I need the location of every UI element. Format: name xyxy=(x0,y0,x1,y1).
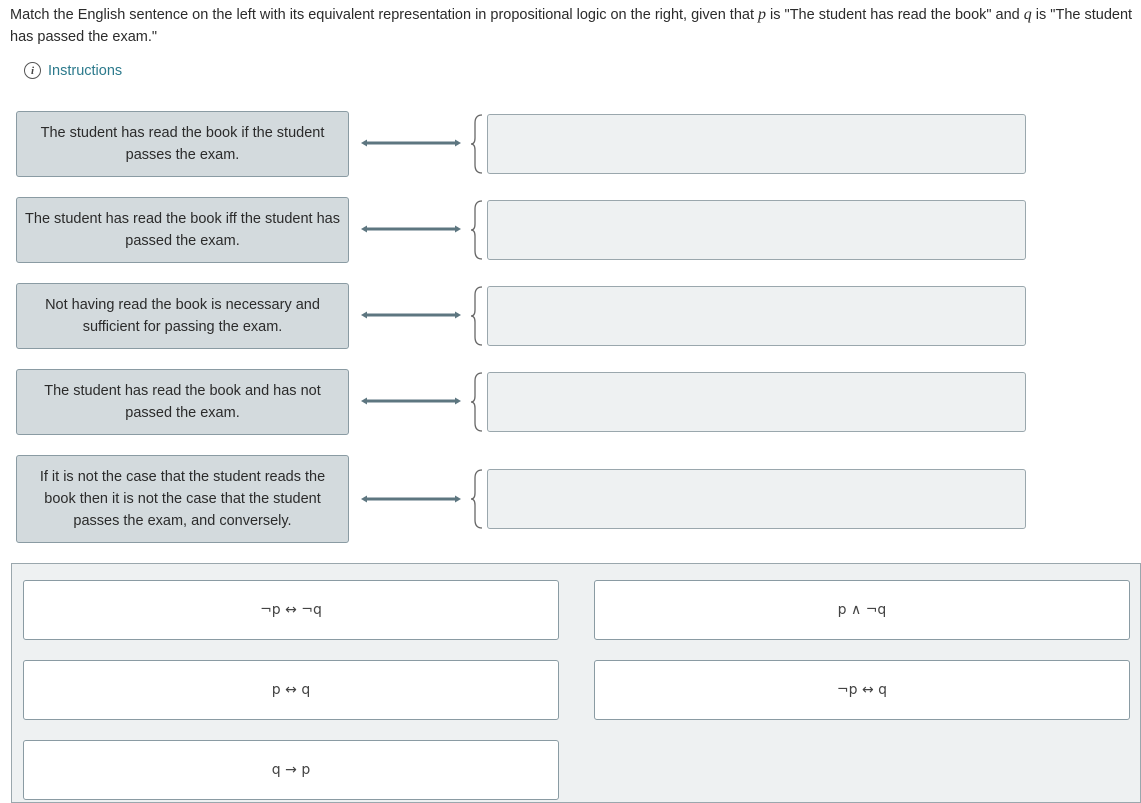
prompt-var-p: p xyxy=(758,6,767,23)
answer-drop-zone-5[interactable] xyxy=(487,469,1026,529)
sentence-text: If it is not the case that the student reads the book then it is not the case that the student passes the exam, and conversely. xyxy=(39,469,326,529)
brace-icon xyxy=(470,113,484,175)
question-prompt xyxy=(10,4,1135,48)
instructions-link[interactable] xyxy=(24,62,122,79)
sentence-card-2 xyxy=(16,197,349,263)
answer-drop-zone-3[interactable] xyxy=(487,286,1026,346)
prompt-var-q: q xyxy=(1023,6,1032,23)
chip-label: q → p xyxy=(271,762,311,778)
answer-chip-p-and-not-q[interactable] xyxy=(594,580,1130,640)
chip-label: ¬p ↔ ¬q xyxy=(260,602,322,618)
sentence-card-4 xyxy=(16,369,349,435)
brace-icon xyxy=(470,468,484,530)
answer-chip-not-p-iff-q[interactable] xyxy=(594,660,1130,720)
answer-drop-zone-4[interactable] xyxy=(487,372,1026,432)
match-arrow-icon xyxy=(361,137,461,149)
answer-drop-zone-2[interactable] xyxy=(487,200,1026,260)
match-arrow-icon xyxy=(361,223,461,235)
sentence-text: The student has read the book iff the student has passed the exam. xyxy=(25,211,340,249)
chip-label: ¬p ↔ q xyxy=(836,682,888,698)
sentence-text: The student has read the book and has not passed the exam. xyxy=(44,383,321,421)
chip-label: p ∧ ¬q xyxy=(837,602,887,618)
match-arrow-icon xyxy=(361,493,461,505)
brace-icon xyxy=(470,285,484,347)
instructions-label: Instructions xyxy=(48,62,123,79)
sentence-text: The student has read the book if the student passes the exam. xyxy=(40,125,325,163)
sentence-text: Not having read the book is necessary and sufficient for passing the exam. xyxy=(45,297,320,335)
prompt-text-2: is "The student has read the book" and xyxy=(766,7,1024,23)
match-arrow-icon xyxy=(361,395,461,407)
sentence-card-5 xyxy=(16,455,349,543)
prompt-text-3: is "The student has passed the exam." xyxy=(10,7,1133,45)
match-arrow-icon xyxy=(361,309,461,321)
sentence-card-1 xyxy=(16,111,349,177)
answer-chip-p-iff-q[interactable] xyxy=(23,660,559,720)
chip-label: p ↔ q xyxy=(271,682,311,698)
answer-chip-not-p-iff-not-q[interactable] xyxy=(23,580,559,640)
answer-bank xyxy=(11,563,1141,803)
answer-chip-q-implies-p[interactable] xyxy=(23,740,559,800)
brace-icon xyxy=(470,199,484,261)
info-icon: i xyxy=(24,62,41,79)
prompt-text-1: Match the English sentence on the left with its equivalent representation in propositional logic on the right, given that xyxy=(10,7,759,23)
sentence-card-3 xyxy=(16,283,349,349)
brace-icon xyxy=(470,371,484,433)
answer-drop-zone-1[interactable] xyxy=(487,114,1026,174)
